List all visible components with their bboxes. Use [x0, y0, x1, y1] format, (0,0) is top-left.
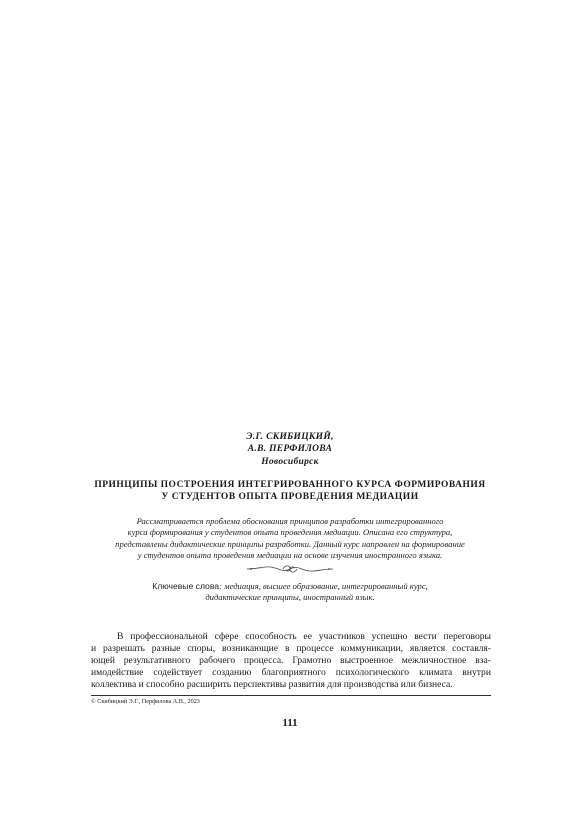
abstract-line: Рассматривается проблема обоснования принципов разработки интегрированного: [136, 516, 444, 526]
body-line: В профессиональной сфере способность ее участников успешно вести переговоры: [117, 631, 491, 642]
abstract-line: представлены дидактические принципы разработки. Данный курс направлен на формирование: [115, 538, 465, 549]
body-line: и разрешать разные споры, возникающие в процессе коммуникации, является составля-: [91, 643, 491, 655]
title-line: У СТУДЕНТОВ ОПЫТА ПРОВЕДЕНИЯ МЕДИАЦИИ: [161, 491, 419, 502]
page-number: 111: [282, 717, 298, 729]
body-paragraph: [91, 631, 491, 691]
title-line: ПРИНЦИПЫ ПОСТРОЕНИЯ ИНТЕГРИРОВАННОГО КУРСА ФОРМИРОВАНИЯ: [94, 480, 486, 490]
article-title: [80, 480, 500, 503]
abstract: [100, 516, 480, 561]
authors-block: [0, 431, 580, 468]
abstract-line: курса формирования у студентов опыта проведения медиации. Описана его структура,: [127, 527, 453, 538]
author-city: Новосибирск: [261, 456, 319, 467]
footnote-divider: [91, 695, 491, 696]
keywords-line: дидактические принципы, иностранный язык.: [205, 592, 375, 603]
keywords-label: Ключевые слова: [152, 581, 220, 591]
author-name: Э.Г. СКИБИЦКИЙ,: [246, 432, 334, 442]
copyright-footnote: © Скибицкий Э.Г., Перфилова А.В., 2023: [91, 698, 200, 705]
author-name: А.В. ПЕРФИЛОВА: [247, 444, 333, 455]
body-line: коллектива и способно расширить перспективы развития для производства или бизнеса.: [91, 679, 453, 691]
keywords-line: [100, 581, 480, 592]
decorative-flourish-icon: [245, 562, 335, 576]
body-line: имодействие содействует созданию благоприятного психологического климата внутри: [91, 667, 491, 679]
keywords-text: : медиация, высшее образование, интегрированный курс,: [219, 581, 428, 591]
abstract-line: у студентов опыта проведения медиации на основе изучения иностранного языка.: [137, 549, 443, 560]
body-line: ющей результативного рабочего процесса. Грамотно выстроенное межличностное вза-: [91, 655, 491, 667]
keywords-block: [100, 581, 480, 604]
